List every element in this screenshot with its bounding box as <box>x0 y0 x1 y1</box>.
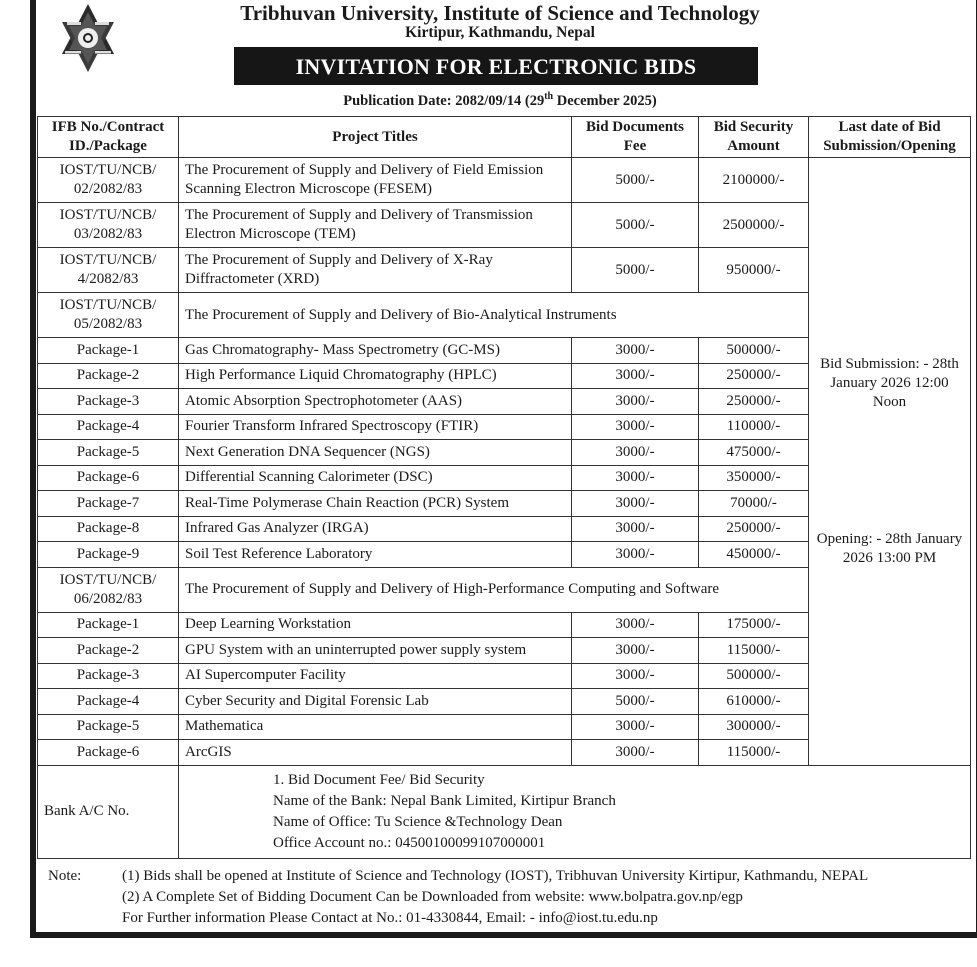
bank-detail-line: Name of the Bank: Nepal Bank Limited, Kirtipur Branch <box>273 792 616 809</box>
contract-id-cell: IOST/TU/NCB/ 03/2082/83 <box>38 203 179 248</box>
bid-opening-date: Opening: - 28th January 2026 13:00 PM <box>816 530 963 566</box>
project-title-cell: Next Generation DNA Sequencer (NGS) <box>179 440 572 466</box>
bank-details-cell <box>179 765 971 858</box>
project-title-cell: The Procurement of Supply and Delivery of X-Ray Diffractometer (XRD) <box>179 248 572 293</box>
bid-fee-cell: 3000/- <box>572 440 699 466</box>
bank-detail-line: Name of Office: Tu Science &Technology Dean <box>273 813 563 830</box>
contract-id-cell: Package-1 <box>38 338 179 364</box>
institution-title: Tribhuvan University, Institute of Science and Technology <box>240 1 760 25</box>
bid-fee-cell: 3000/- <box>572 363 699 389</box>
contract-id-cell: IOST/TU/NCB/ 05/2082/83 <box>38 293 179 338</box>
deadline-cell <box>809 158 971 766</box>
project-title-cell: The Procurement of Supply and Delivery of Bio-Analytical Instruments <box>179 293 809 338</box>
bid-security-cell: 610000/- <box>699 689 809 715</box>
project-title-cell: The Procurement of Supply and Delivery of Transmission Electron Microscope (TEM) <box>179 203 572 248</box>
bid-fee-cell: 3000/- <box>572 638 699 664</box>
project-title-cell: Soil Test Reference Laboratory <box>179 542 572 568</box>
contract-id-cell: Package-4 <box>38 414 179 440</box>
bid-fee-cell: 3000/- <box>572 612 699 638</box>
bids-table-body <box>38 158 971 859</box>
bid-security-cell: 2100000/- <box>699 158 809 203</box>
contract-row <box>38 158 971 203</box>
project-title-cell: GPU System with an uninterrupted power supply system <box>179 638 572 664</box>
bid-fee-cell: 3000/- <box>572 465 699 491</box>
bid-fee-cell: 3000/- <box>572 338 699 364</box>
project-title-cell: Deep Learning Workstation <box>179 612 572 638</box>
bank-account-row <box>38 765 971 858</box>
bid-security-cell: 175000/- <box>699 612 809 638</box>
publication-date <box>170 92 830 110</box>
contract-id-cell: Package-1 <box>38 612 179 638</box>
bid-fee-cell: 3000/- <box>572 714 699 740</box>
bid-fee-cell: 5000/- <box>572 248 699 293</box>
bid-fee-cell: 5000/- <box>572 203 699 248</box>
publication-date-text: Publication Date: 2082/09/14 (29 <box>343 93 545 109</box>
bid-submission-deadline: Bid Submission: - 28th January 2026 12:00 Noon <box>820 355 959 410</box>
column-header-bid-security-amount: Bid Security Amount <box>699 117 809 158</box>
contract-id-cell: Package-2 <box>38 638 179 664</box>
project-title-cell: Real-Time Polymerase Chain Reaction (PCR) System <box>179 491 572 517</box>
notes-label: Note: <box>48 868 82 884</box>
bank-detail-line: 1. Bid Document Fee/ Bid Security <box>273 771 485 788</box>
bid-security-cell: 2500000/- <box>699 203 809 248</box>
notice-banner: INVITATION FOR ELECTRONIC BIDS <box>234 47 758 85</box>
notes-lines <box>122 866 868 929</box>
bid-fee-cell: 3000/- <box>572 663 699 689</box>
contract-id-cell: Package-5 <box>38 714 179 740</box>
column-header-project-titles: Project Titles <box>179 117 572 158</box>
bid-security-cell: 110000/- <box>699 414 809 440</box>
university-emblem-icon <box>59 2 117 74</box>
bid-fee-cell: 3000/- <box>572 389 699 415</box>
bid-security-cell: 115000/- <box>699 740 809 766</box>
bank-label: Bank A/C No. <box>38 765 179 858</box>
project-title-cell: The Procurement of Supply and Delivery of Field Emission Scanning Electron Microscope (FESEM) <box>179 158 572 203</box>
column-header-ifb-no: IFB No./Contract ID./Package <box>38 117 179 158</box>
bid-security-cell: 250000/- <box>699 389 809 415</box>
bid-security-cell: 115000/- <box>699 638 809 664</box>
contract-id-cell: Package-2 <box>38 363 179 389</box>
bid-security-cell: 475000/- <box>699 440 809 466</box>
bid-fee-cell: 5000/- <box>572 158 699 203</box>
column-header-last-date: Last date of Bid Submission/Opening <box>809 117 971 158</box>
contract-id-cell: Package-9 <box>38 542 179 568</box>
note-line: For Further information Please Contact at No.: 01-4330844, Email: - info@iost.tu.edu.np <box>122 910 658 926</box>
column-header-bid-documents-fee: Bid Documents Fee <box>572 117 699 158</box>
bid-security-cell: 250000/- <box>699 363 809 389</box>
project-title-cell: AI Supercomputer Facility <box>179 663 572 689</box>
contract-id-cell: Package-4 <box>38 689 179 715</box>
bank-details <box>185 770 964 854</box>
project-title-cell: High Performance Liquid Chromatography (HPLC) <box>179 363 572 389</box>
bid-security-cell: 300000/- <box>699 714 809 740</box>
project-title-cell: Differential Scanning Calorimeter (DSC) <box>179 465 572 491</box>
contract-id-cell: Package-3 <box>38 389 179 415</box>
project-title-cell: Fourier Transform Infrared Spectroscopy (FTIR) <box>179 414 572 440</box>
contract-id-cell: Package-7 <box>38 491 179 517</box>
bid-fee-cell: 3000/- <box>572 414 699 440</box>
bid-fee-cell: 3000/- <box>572 740 699 766</box>
publication-date-ordinal: th <box>544 91 554 103</box>
contract-id-cell: Package-6 <box>38 465 179 491</box>
contract-id-cell: IOST/TU/NCB/ 02/2082/83 <box>38 158 179 203</box>
bid-fee-cell: 3000/- <box>572 491 699 517</box>
project-title-cell: Cyber Security and Digital Forensic Lab <box>179 689 572 715</box>
project-title-cell: ArcGIS <box>179 740 572 766</box>
bid-security-cell: 350000/- <box>699 465 809 491</box>
bid-fee-cell: 3000/- <box>572 542 699 568</box>
contract-id-cell: IOST/TU/NCB/ 4/2082/83 <box>38 248 179 293</box>
project-title-cell: Mathematica <box>179 714 572 740</box>
contract-id-cell: Package-3 <box>38 663 179 689</box>
bank-detail-line: Office Account no.: 04500100099107000001 <box>273 834 546 851</box>
bid-security-cell: 500000/- <box>699 338 809 364</box>
bid-fee-cell: 3000/- <box>572 516 699 542</box>
bid-security-cell: 450000/- <box>699 542 809 568</box>
contract-id-cell: IOST/TU/NCB/ 06/2082/83 <box>38 567 179 612</box>
institution-location: Kirtipur, Kathmandu, Nepal <box>405 24 595 41</box>
contract-id-cell: Package-8 <box>38 516 179 542</box>
bid-security-cell: 250000/- <box>699 516 809 542</box>
bid-security-cell: 950000/- <box>699 248 809 293</box>
note-line: (1) Bids shall be opened at Institute of Science and Technology (IOST), Tribhuvan University Kirtipur, Kathmandu, NEPAL <box>122 868 869 884</box>
contract-id-cell: Package-5 <box>38 440 179 466</box>
publication-date-tail: December 2025) <box>553 93 657 109</box>
bids-table <box>37 116 971 859</box>
project-title-cell: Infrared Gas Analyzer (IRGA) <box>179 516 572 542</box>
bid-security-cell: 500000/- <box>699 663 809 689</box>
bid-fee-cell: 5000/- <box>572 689 699 715</box>
project-title-cell: Atomic Absorption Spectrophotometer (AAS) <box>179 389 572 415</box>
bid-security-cell: 70000/- <box>699 491 809 517</box>
project-title-cell: Gas Chromatography- Mass Spectrometry (GC-MS) <box>179 338 572 364</box>
contract-id-cell: Package-6 <box>38 740 179 766</box>
note-line: (2) A Complete Set of Bidding Document Can be Downloaded from website: www.bolpatra.gov.np/egp <box>122 889 743 905</box>
project-title-cell: The Procurement of Supply and Delivery of High-Performance Computing and Software <box>179 567 809 612</box>
